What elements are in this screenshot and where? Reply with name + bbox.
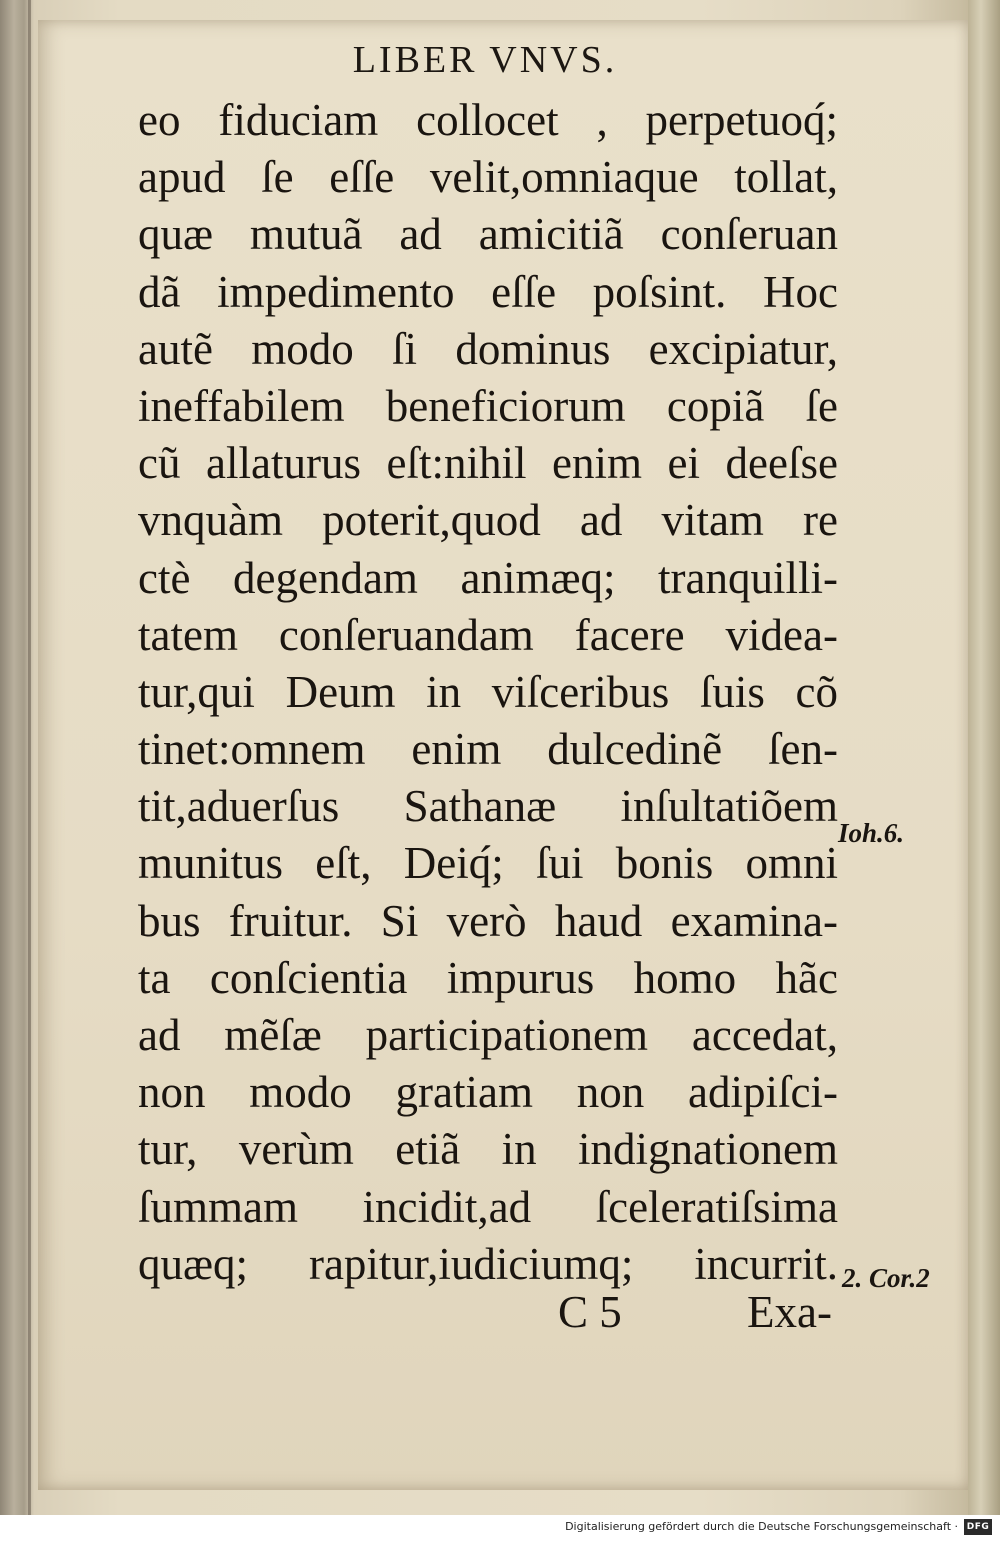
text-line: tit,aduerſus Sathanæ inſultatiõem <box>138 781 838 832</box>
marginal-note: 2. Cor.2 <box>842 1263 930 1293</box>
dfg-logo: DFG <box>964 1519 992 1535</box>
text-line: tatem conſeruandam facere videa- <box>138 609 838 660</box>
body-text <box>138 92 838 1293</box>
funding-credit: Digitalisierung gefördert durch die Deutsche Forschungsgemeinschaft · <box>565 1520 958 1533</box>
text-line: tur,qui Deum in viſceribus ſuis cõ <box>138 666 838 717</box>
text-line: ſummam incidit,ad ſceleratiſsima <box>138 1181 838 1232</box>
text-line: ad mẽſæ participationem accedat, <box>138 1010 838 1060</box>
text-line: eo fiduciam collocet , perpetuoq́; <box>138 95 838 145</box>
text-line: autẽ modo ſi dominus excipiatur, <box>138 323 838 374</box>
text-line: bus fruitur. Si verò haud examina- <box>138 895 838 946</box>
signature-mark: C 5 <box>558 1287 622 1337</box>
marginal-note: Ioh.6. <box>838 818 905 848</box>
text-line: tur, verùm etiã in indignationem <box>138 1124 838 1175</box>
gutter-shadow <box>28 0 31 1515</box>
text-line: vnquàm poterit,quod ad vitam re <box>138 495 838 546</box>
text-line: quæq; rapitur,iudiciumq; incurrit. <box>138 1238 838 1289</box>
cover-edge <box>968 0 1000 1515</box>
text-line: ta conſcientia impurus homo hãc <box>138 952 838 1003</box>
running-head: LIBER VNVS. <box>352 39 618 81</box>
text-line: non modo gratiam non adipiſci- <box>138 1067 838 1118</box>
text-line: dã impedimento eſſe poſsint. Hoc <box>138 266 838 317</box>
text-line: tinet:omnem enim dulcedinẽ ſen- <box>138 724 838 775</box>
text-line: munitus eſt, Deiq́; ſui bonis omni <box>138 838 838 889</box>
page-footer <box>138 1286 838 1346</box>
digitization-footer <box>0 1515 1000 1541</box>
text-line: cũ allaturus eſt:nihil enim ei deeſse <box>138 438 838 489</box>
text-line: quæ mutuã ad amicitiã conſeruan <box>138 209 838 260</box>
catchword: Exa- <box>747 1287 832 1337</box>
text-line: ctè degendam animæq; tranquilli- <box>138 552 838 603</box>
text-line: apud ſe eſſe velit,omniaque tollat, <box>138 152 838 203</box>
text-line: ineffabilem beneficiorum copiã ſe <box>138 380 838 431</box>
